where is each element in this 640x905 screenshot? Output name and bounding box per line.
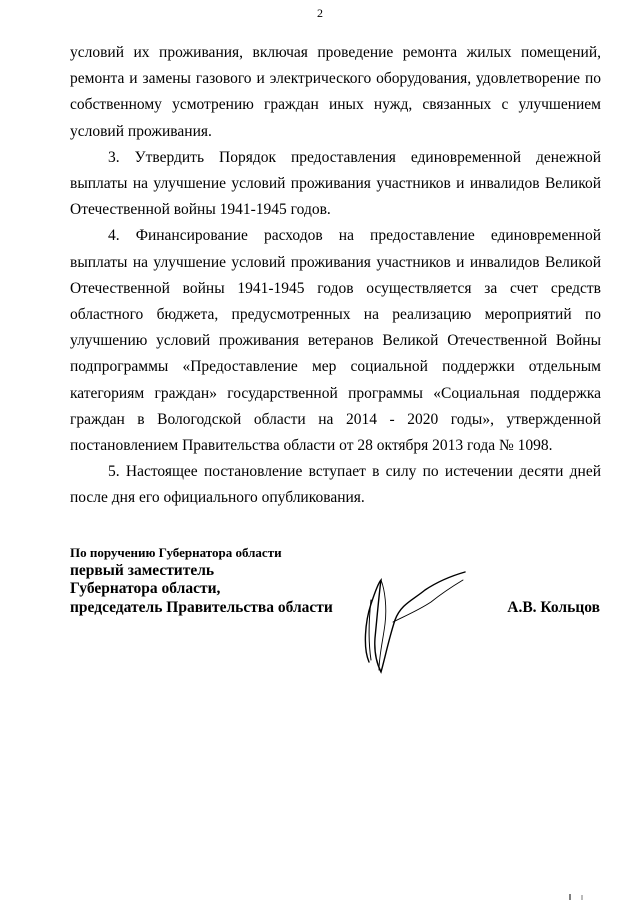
page-number: 2 (317, 6, 323, 20)
signatory-name: А.В. Кольцов (507, 599, 600, 616)
paragraph-item-4: 4. Финансирование расходов на предоставление единовременной выплаты на улучшение условий проживания участников и инвалидов Великой Отечественной войны 1941-1945 годов осуществляется за счет средств областного бюджета, предусмотренных на реализацию мероприятий по улучшению условий проживания ветеранов Великой Отечественной Войны подпрограммы «Предоставление мер социальной поддержки отдельным категориям граждан» государственной программы «Социальная поддержка граждан в Вологодской области на 2014 - 2020 годы», утвержденной постановлением Правительства области от 28 октября 2013 года № 1098. (70, 227, 601, 455)
paragraph-item-5: 5. Настоящее постановление вступает в силу по истечении десяти дней после дня его официального опубликования. (70, 463, 601, 507)
position-line-3: председатель Правительства области (70, 599, 333, 616)
scan-marks (567, 892, 587, 902)
paragraph-item-3: 3. Утвердить Порядок предоставления единовременной денежной выплаты на улучшение условий проживания участников и инвалидов Великой Отечественной войны 1941-1945 годов. (70, 148, 601, 219)
position-line-1: первый заместитель (70, 562, 215, 579)
on-behalf-line: По поручению Губернатора области (70, 545, 282, 560)
handwritten-signature (335, 560, 475, 680)
paragraph-continuation: условий их проживания, включая проведение ремонта жилых помещений, ремонта и замены газового и электрического оборудования, удовлетворение по собственному усмотрению граждан иных нужд, связанных с улучшением условий проживания. (70, 44, 601, 140)
position-line-2: Губернатора области, (70, 580, 221, 597)
document-body (70, 40, 601, 512)
